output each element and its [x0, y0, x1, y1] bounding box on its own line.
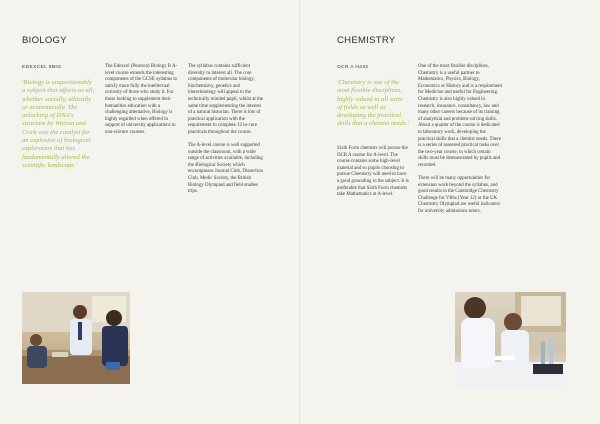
chemistry-heading: CHEMISTRY [337, 35, 396, 46]
chemistry-col3-para: There will be many opportunities for extension work beyond the syllabus, and good results in the Cambridge Chemistry Challenge for VIths (Year 12) or the UK Chemistry Olympiad are useful indicators for university admissions tutors. [418, 176, 501, 214]
biology-heading: BIOLOGY [22, 35, 67, 46]
biology-col3-para: The A-level course is well supported outside the classroom, with a wide range of activities available, including the Biological Society which encompasses Journal Club, Dissection Club, Medic Society, the British Biology Olympiad and field studies trips. [188, 143, 263, 195]
chemistry-lab-photo [455, 292, 566, 388]
chemistry-column-2 [337, 146, 409, 205]
biology-col2-para: The Edexcel (Pearson) Biology B A-level course extends the interesting components of the GCSE syllabus to satisfy more fully the intellectual curiosity of those who study it. For those looking to supplement their humanities education with a challenging alternative, Biology is highly regarded when offered in support of university applications to non-science courses. [105, 64, 178, 135]
chemistry-column-3 [418, 64, 502, 222]
chemistry-exam-code: OCR A H432 [337, 65, 369, 70]
chemistry-photo-illustration [455, 292, 566, 388]
biology-photo-illustration [22, 292, 130, 384]
biology-quote: 'Biology is unquestionably a subject that affects us all; whether socially, ethically or economically. The unlocking of DNA's structure by Watson and Crick was the catalyst for an explosion of biological exploration that has fundamentally altered the scientific landscape.' [22, 79, 95, 169]
chemistry-col2-para: Sixth Form chemists will pursue the OCR A course for A-level. The course contains some high-level material and so pupils choosing to pursue Chemistry will need to have a good grounding in the subject. It is preferable that Sixth Form chemists take Mathematics at A-level. [337, 146, 409, 198]
biology-column-2 [105, 64, 181, 143]
biology-classroom-photo [22, 292, 130, 384]
chemistry-quote: 'Chemistry is one of the most flexible disciplines, highly valued in all sorts of fields as well as developing the practical skills that a chemist needs.' [337, 79, 409, 128]
chemistry-page [300, 0, 600, 424]
chemistry-col3-para: One of the most flexible disciplines, Chemistry is a useful partner to Mathematics, Physics, Biology, Economics or History and is a requirement for Medicine and useful for Engineering. Chemistry is also highly valued in research, insurance, consultancy, law and many other careers because of its training of analytical and problem-solving skills. About a quarter of the course is dedicated to laboratory work, developing the practical skills that a chemist needs. There is a series of assessed practical tasks over the two-year course, in which certain skills must be demonstrated by pupils and recorded. [418, 64, 502, 168]
biology-column-3 [188, 64, 264, 202]
biology-exam-code: EDEXCEL 9BIO [22, 65, 62, 70]
biology-col3-para: The syllabus contains sufficient diversity to interest all. The core components of molecular biology, biochemistry, genetics and biotechnology will appeal to the technically minded pupil, whilst at the same time supplementing the interest of a natural historian. There is lots of practical application with the requirement to complete 12 in-core practicals throughout the course. [188, 64, 263, 135]
